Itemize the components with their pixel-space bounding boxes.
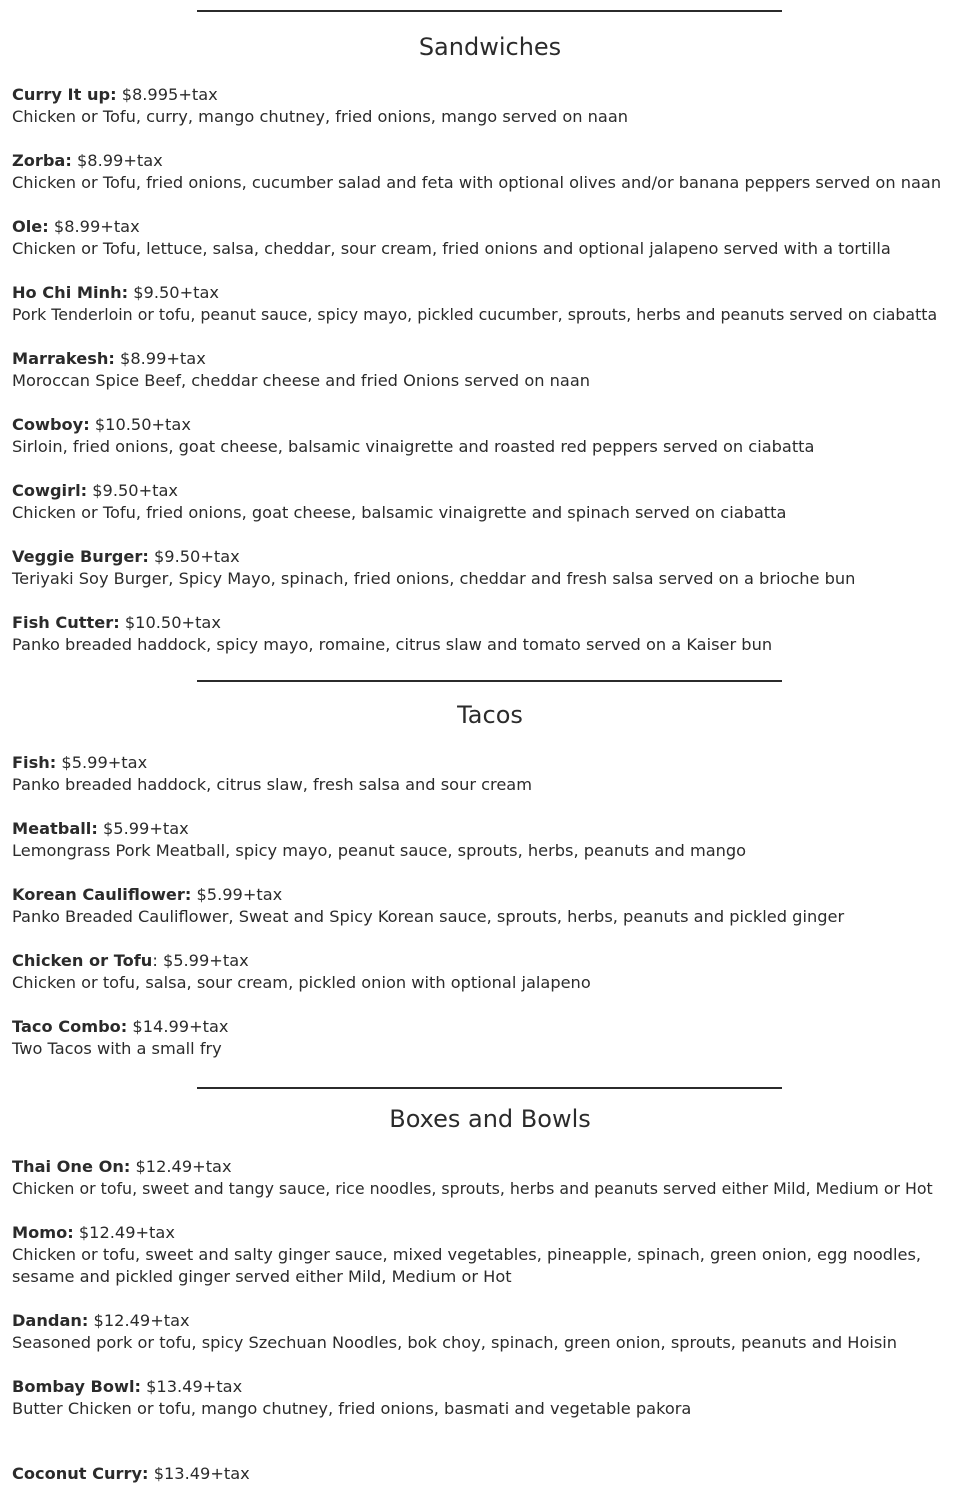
menu-item <box>12 216 957 260</box>
section-title-tacos: Tacos <box>457 701 523 729</box>
menu-item <box>12 480 957 524</box>
item-price: $13.49+tax <box>140 1377 243 1396</box>
menu-item <box>12 282 957 326</box>
item-name: Korean Cauliflower: <box>12 885 192 904</box>
section-title-boxes-and-bowls: Boxes and Bowls <box>389 1105 591 1133</box>
item-price: : $5.99+tax <box>152 951 249 970</box>
item-price: $8.99+tax <box>48 217 140 236</box>
item-price: $13.49+tax <box>148 1464 250 1483</box>
section-divider <box>197 10 782 12</box>
item-description: Panko Breaded Cauliflower, Sweat and Spicy Korean sauce, sprouts, herbs, peanuts and pickled ginger <box>12 907 845 926</box>
item-description: Chicken or Tofu, lettuce, salsa, cheddar, sour cream, fried onions and optional jalapeno served with a tortilla <box>12 239 891 258</box>
menu-item <box>12 1016 957 1060</box>
item-name: Zorba: <box>12 151 72 170</box>
item-price: $5.99+tax <box>97 819 189 838</box>
section-title-sandwiches: Sandwiches <box>418 33 562 61</box>
menu-item <box>12 1376 957 1420</box>
item-description: Sirloin, fried onions, goat cheese, balsamic vinaigrette and roasted red peppers served on ciabatta <box>12 437 815 456</box>
item-name: Curry It up: <box>12 85 117 104</box>
menu-item <box>12 818 957 862</box>
item-name: Dandan: <box>12 1311 89 1330</box>
item-name: Fish Cutter: <box>12 613 120 632</box>
menu-item <box>12 414 957 458</box>
item-description: Pork Tenderloin or tofu, peanut sauce, spicy mayo, pickled cucumber, sprouts, herbs and peanuts served on ciabatta <box>12 305 938 324</box>
section-divider <box>197 680 782 682</box>
item-name: Cowgirl: <box>12 481 88 500</box>
item-name: Chicken or Tofu <box>12 951 153 970</box>
item-description: Panko breaded haddock, spicy mayo, romaine, citrus slaw and tomato served on a Kaiser bun <box>12 635 773 654</box>
item-price: $9.50+tax <box>87 481 179 500</box>
item-description: Chicken or Tofu, curry, mango chutney, fried onions, mango served on naan <box>12 107 629 126</box>
item-price: $9.50+tax <box>148 547 240 566</box>
item-description: Chicken or Tofu, fried onions, cucumber salad and feta with optional olives and/or banana peppers served on naan <box>12 173 942 192</box>
item-description: Chicken or tofu, sweet and tangy sauce, rice noodles, sprouts, herbs and peanuts served either Mild, Medium or Hot <box>12 1179 933 1198</box>
menu-item <box>12 1463 957 1485</box>
item-name: Bombay Bowl: <box>12 1377 141 1396</box>
item-name: Fish: <box>12 753 57 772</box>
menu-item <box>12 612 957 656</box>
item-description: Chicken or tofu, sweet and salty ginger sauce, mixed vegetables, pineapple, spinach, green onion, egg noodles, sesame and pickled ginger served either Mild, Medium or Hot <box>12 1245 922 1286</box>
item-price: $12.49+tax <box>73 1223 175 1242</box>
item-price: $10.50+tax <box>89 415 191 434</box>
item-description: Panko breaded haddock, citrus slaw, fresh salsa and sour cream <box>12 775 532 794</box>
item-description: Chicken or Tofu, fried onions, goat cheese, balsamic vinaigrette and spinach served on ciabatta <box>12 503 787 522</box>
item-price: $8.995+tax <box>116 85 218 104</box>
item-name: Veggie Burger: <box>12 547 149 566</box>
item-name: Ole: <box>12 217 49 236</box>
item-price: $12.49+tax <box>88 1311 190 1330</box>
item-price: $9.50+tax <box>128 283 219 302</box>
item-price: $5.99+tax <box>191 885 283 904</box>
item-name: Taco Combo: <box>12 1017 128 1036</box>
item-description: Seasoned pork or tofu, spicy Szechuan Noodles, bok choy, spinach, green onion, sprouts, peanuts and Hoisin <box>12 1333 898 1352</box>
item-description: Teriyaki Soy Burger, Spicy Mayo, spinach, fried onions, cheddar and fresh salsa served on a brioche bun <box>12 569 856 588</box>
menu-item <box>12 884 957 928</box>
menu-item <box>12 1310 957 1354</box>
item-description: Lemongrass Pork Meatball, spicy mayo, peanut sauce, sprouts, herbs, peanuts and mango <box>12 841 747 860</box>
item-name: Cowboy: <box>12 415 90 434</box>
item-description: Chicken or tofu, salsa, sour cream, pickled onion with optional jalapeno <box>12 973 591 992</box>
item-description: Two Tacos with a small fry <box>12 1039 222 1058</box>
item-description: Moroccan Spice Beef, cheddar cheese and fried Onions served on naan <box>12 371 591 390</box>
menu-item <box>12 546 957 590</box>
item-price: $8.99+tax <box>114 349 206 368</box>
menu-item <box>12 348 957 392</box>
menu-item <box>12 1222 957 1288</box>
menu-item <box>12 950 957 994</box>
item-price: $8.99+tax <box>71 151 163 170</box>
item-name: Marrakesh: <box>12 349 115 368</box>
item-price: $10.50+tax <box>119 613 221 632</box>
item-name: Coconut Curry: <box>12 1464 149 1483</box>
menu-item <box>12 1156 957 1200</box>
menu-item <box>12 150 957 194</box>
item-price: $12.49+tax <box>130 1157 232 1176</box>
item-price: $5.99+tax <box>56 753 148 772</box>
section-divider <box>197 1087 782 1089</box>
menu-item <box>12 752 957 796</box>
item-name: Thai One On: <box>12 1157 131 1176</box>
item-name: Momo: <box>12 1223 74 1242</box>
menu-item <box>12 84 957 128</box>
item-name: Ho Chi Minh: <box>12 283 129 302</box>
item-name: Meatball: <box>12 819 98 838</box>
item-price: $14.99+tax <box>127 1017 229 1036</box>
item-description: Butter Chicken or tofu, mango chutney, fried onions, basmati and vegetable pakora <box>12 1399 692 1418</box>
